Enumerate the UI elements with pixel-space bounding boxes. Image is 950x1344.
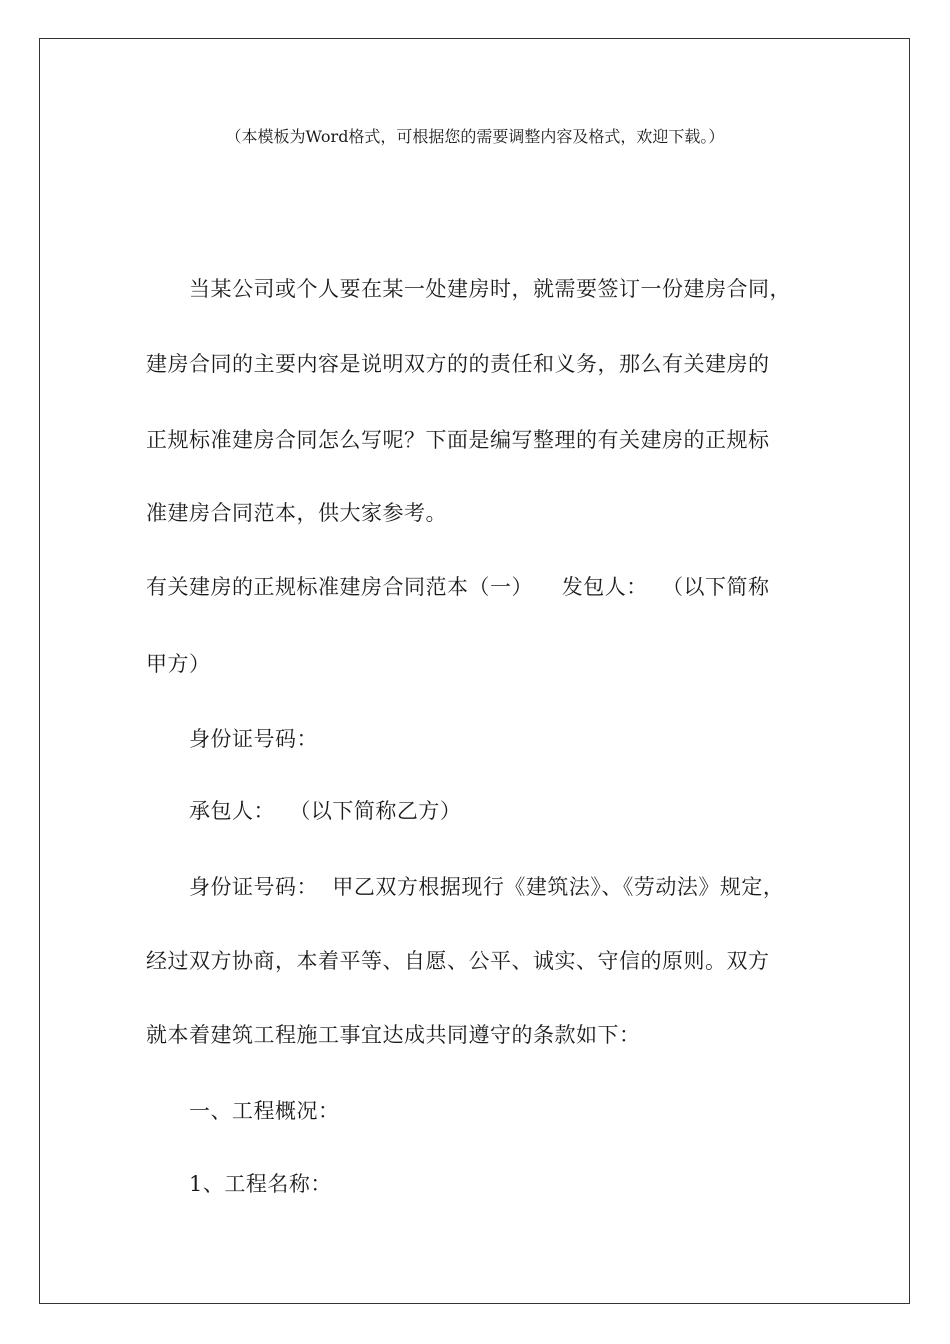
intro-paragraph-line-4: 准建房合同范本，供大家参考。 — [146, 501, 447, 525]
sample-title-line-2: 甲方） — [146, 652, 211, 676]
section-heading-project-overview: 一、工程概况： — [189, 1099, 340, 1123]
legal-basis-line-3: 就本着建筑工程施工事宜达成共同遵守的条款如下： — [146, 1023, 641, 1047]
intro-paragraph-line-1: 当某公司或个人要在某一处建房时，就需要签订一份建房合同， — [189, 277, 791, 301]
intro-paragraph-line-2: 建房合同的主要内容是说明双方的的责任和义务，那么有关建房的 — [146, 352, 770, 376]
contractor-label: 承包人： （以下简称乙方） — [189, 799, 462, 823]
intro-paragraph-line-3: 正规标准建房合同怎么写呢？下面是编写整理的有关建房的正规标 — [146, 428, 770, 452]
template-note: （本模板为Word格式，可根据您的需要调整内容及格式，欢迎下载。） — [225, 127, 725, 146]
id-number-label: 身份证号码： — [189, 727, 318, 751]
legal-basis-line-2: 经过双方协商，本着平等、自愿、公平、诚实、守信的原则。双方 — [146, 949, 770, 973]
item-project-name: 1、工程名称： — [189, 1172, 332, 1196]
sample-title-line-1: 有关建房的正规标准建房合同范本（一） 发包人： （以下简称 — [146, 575, 770, 599]
legal-basis-line-1: 身份证号码： 甲乙双方根据现行《建筑法》、《劳动法》规定， — [189, 875, 785, 899]
